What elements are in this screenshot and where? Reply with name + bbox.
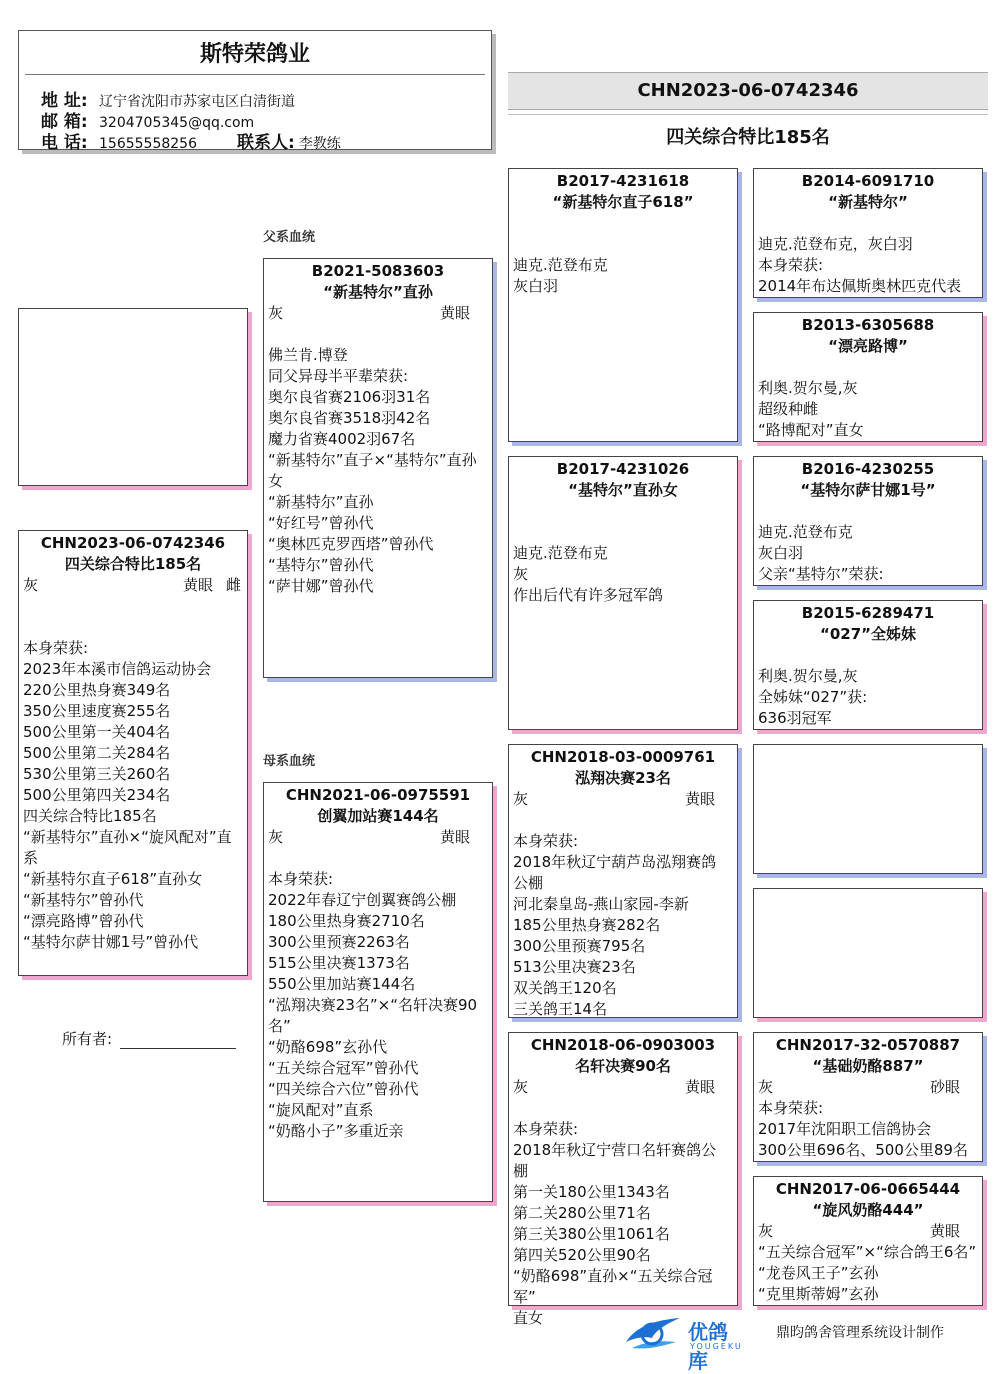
subject-line: 220公里热身赛349名	[23, 681, 171, 699]
ssd-ring: B2013-6305688	[801, 316, 935, 334]
ssd-card	[753, 312, 983, 442]
dds-line: 本身荣获:	[758, 1099, 824, 1117]
dam-sire-color: 灰	[513, 790, 529, 808]
ssd-line: 利奥.贺尔曼,灰	[758, 379, 858, 397]
subject-eye: 黄眼	[182, 576, 213, 594]
sire-dam-line: 迪克.范登布克	[513, 544, 608, 562]
dam-line: 550公里加站赛144名	[268, 975, 416, 993]
sire-line: “新基特尔”直孙	[268, 493, 374, 511]
dam-line: “奶酪698”玄孙代	[268, 1038, 388, 1056]
sire-name: “新基特尔”直孙	[323, 283, 433, 301]
dam-dam-ring: CHN2018-06-0903003	[530, 1036, 716, 1054]
owner-blank-line	[120, 1034, 236, 1049]
dam-sire-eye: 黄眼	[684, 790, 715, 808]
subject-name: 四关综合特比185名	[64, 555, 202, 573]
dam-dam-eye: 黄眼	[684, 1078, 715, 1096]
subject-line: 本身荣获:	[23, 639, 89, 657]
sire-dam-ring: B2017-4231026	[556, 460, 690, 478]
dam-dam-line: 2018年秋辽宁营口名轩赛鸽公	[513, 1141, 717, 1159]
ddd-line: “五关综合冠军”×“综合鸽王6名”	[758, 1243, 977, 1261]
subject-line: “新基特尔”曾孙代	[23, 891, 144, 909]
sss-line: 2014年布达佩斯奥林匹克代表	[758, 277, 962, 295]
dam-card	[263, 782, 493, 1202]
dds-eye: 砂眼	[929, 1078, 960, 1096]
dam-eye: 黄眼	[439, 828, 470, 846]
dam-line: 180公里热身赛2710名	[268, 912, 425, 930]
sire-dam-line: 灰	[513, 565, 529, 583]
subject-line: “新基特尔”直孙×“旋风配对”直	[23, 828, 232, 846]
dam-sire-line: 三关鸽王14名	[513, 1000, 608, 1018]
subject-line: 2023年本溪市信鸽运动协会	[23, 660, 212, 678]
email-label: 邮 箱:	[41, 112, 88, 132]
owner-field	[62, 1028, 236, 1049]
subject-line: 500公里第四关234名	[23, 786, 171, 804]
dam-line: 本身荣获:	[268, 870, 334, 888]
sire-line: 奥尔良省赛3518羽42名	[268, 409, 431, 427]
subject-sex: 雌	[225, 576, 241, 594]
dds-color: 灰	[758, 1078, 774, 1096]
sire-line: 佛兰肯.博登	[268, 346, 348, 364]
dam-line: 515公里决赛1373名	[268, 954, 410, 972]
sire-card	[263, 258, 493, 678]
sire-line: “萨甘娜”曾孙代	[268, 577, 374, 595]
sds-card	[753, 456, 983, 586]
owner-label: 所有者:	[62, 1030, 113, 1048]
dam-color: 灰	[268, 828, 284, 846]
subject-color: 灰	[23, 576, 39, 594]
sire-sire-line: 灰白羽	[513, 277, 559, 295]
dam-sire-line: 公棚	[513, 874, 544, 892]
ddd-ring: CHN2017-06-0665444	[775, 1180, 961, 1198]
header-divider	[25, 74, 485, 75]
sdd-line: 636羽冠军	[758, 709, 832, 727]
sire-line: “奥林匹克罗西塔”曾孙代	[268, 535, 434, 553]
sdd-name: “027”全姊妹	[819, 625, 917, 643]
sdd-line: 利奥.贺尔曼,灰	[758, 667, 858, 685]
dam-line: 300公里预赛2263名	[268, 933, 410, 951]
dam-line: “四关综合六位”曾孙代	[268, 1080, 419, 1098]
address-label: 地 址:	[41, 91, 88, 111]
sire-line: “新基特尔”直子×“基特尔”直孙	[268, 451, 477, 469]
sss-card	[753, 168, 983, 298]
dds-name: “基础奶酪887”	[812, 1057, 924, 1075]
dsd-card-empty	[753, 888, 983, 1018]
dds-attrs	[758, 1077, 978, 1098]
sds-line: 灰白羽	[758, 544, 804, 562]
dam-dam-line: “奶酪698”直孙×“五关综合冠军”	[513, 1267, 713, 1306]
dam-sire-line: 双关鸽王120名	[513, 979, 617, 997]
phone-row	[41, 128, 341, 153]
breeder-name: 斯特荣鸽业	[199, 42, 310, 67]
ddd-name: “旋风奶酪444”	[812, 1201, 924, 1219]
dam-dam-line: 直女	[513, 1309, 544, 1327]
dam-name: 创翼加站赛144名	[317, 807, 439, 825]
ddd-eye: 黄眼	[929, 1222, 960, 1240]
ddd-color: 灰	[758, 1222, 774, 1240]
subject-card	[18, 530, 248, 976]
dam-dam-card	[508, 1032, 738, 1327]
sire-eye: 黄眼	[439, 304, 470, 322]
sire-dam-card	[508, 456, 738, 730]
subject-lines	[23, 638, 243, 953]
dam-line: 名”	[268, 1017, 291, 1035]
dam-attrs	[268, 827, 488, 848]
dam-dam-color: 灰	[513, 1078, 529, 1096]
dam-sire-line: 河北秦皇岛-燕山家园-李新	[513, 895, 689, 913]
dam-sire-attrs	[513, 789, 733, 810]
sire-line: 魔力省赛4002羽67名	[268, 430, 416, 448]
dam-dam-line: 第四关520公里90名	[513, 1246, 651, 1264]
ddd-line: “克里斯蒂姆”玄孙	[758, 1285, 879, 1303]
subject-line: “基特尔萨甘娜1号”曾孙代	[23, 933, 199, 951]
top-title: 四关综合特比185名	[508, 114, 988, 149]
dam-line: “旋风配对”直系	[268, 1101, 374, 1119]
sss-name: “新基特尔”	[828, 193, 908, 211]
sds-line: 父亲“基特尔”荣获:	[758, 565, 884, 583]
sire-line: “基特尔”曾孙代	[268, 556, 374, 574]
sds-name: “基特尔萨甘娜1号”	[800, 481, 936, 499]
contact-label: 联系人:	[236, 133, 295, 153]
ssd-line: 超级种雌	[758, 400, 819, 418]
contact-value: 李教练	[298, 136, 341, 152]
dds-ring: CHN2017-32-0570887	[775, 1036, 961, 1054]
brand-logo	[622, 1312, 743, 1373]
sire-dam-name: “基特尔”直孙女	[568, 481, 678, 499]
phone-label: 电 话:	[41, 133, 88, 153]
sire-sire-card	[508, 168, 738, 442]
subject-line: 500公里第一关404名	[23, 723, 171, 741]
sdd-ring: B2015-6289471	[801, 604, 935, 622]
dam-sire-line: 2018年秋辽宁葫芦岛泓翔赛鸽	[513, 853, 717, 871]
dam-dam-line: 第一关180公里1343名	[513, 1183, 670, 1201]
dam-line: “奶酪小子”多重近亲	[268, 1122, 404, 1140]
sdd-line: 全姊妹“027”获:	[758, 688, 868, 706]
dam-dam-line: 本身荣获:	[513, 1120, 579, 1138]
dss-card-empty	[753, 744, 983, 874]
footer-credit: 鼎昀鸽舍管理系统设计制作	[776, 1325, 944, 1341]
address-value: 辽宁省沈阳市苏家屯区白清街道	[99, 94, 295, 110]
sire-line-label: 父系血统	[263, 230, 316, 245]
sss-ring: B2014-6091710	[801, 172, 935, 190]
sss-line: 迪克.范登布克，灰白羽	[758, 235, 913, 253]
sire-sire-line: 迪克.范登布克	[513, 256, 608, 274]
dam-dam-line: 第三关380公里1061名	[513, 1225, 670, 1243]
pigeon-logo-icon	[622, 1312, 684, 1356]
subject-line: 500公里第二关284名	[23, 744, 171, 762]
sire-dam-line: 作出后代有许多冠军鸽	[513, 586, 664, 604]
sire-attrs	[268, 303, 488, 324]
subject-line: “新基特尔直子618”直孙女	[23, 870, 203, 888]
subject-attrs	[23, 575, 243, 596]
sire-sire-ring: B2017-4231618	[556, 172, 690, 190]
dam-line: “泓翔决赛23名”×“名轩决赛90	[268, 996, 478, 1014]
email-value: 3204705345@qq.com	[99, 115, 255, 131]
sire-color: 灰	[268, 304, 284, 322]
ddd-line: “龙卷风王子”玄孙	[758, 1264, 879, 1282]
dds-card	[753, 1032, 983, 1162]
dam-dam-line: 棚	[513, 1162, 529, 1180]
subject-line: “漂亮路博”曾孙代	[23, 912, 144, 930]
sire-ring: B2021-5083603	[311, 262, 445, 280]
subject-ring: CHN2023-06-0742346	[40, 534, 226, 552]
logo-subtitle: YOUGEKU	[690, 1342, 743, 1351]
dam-line: “五关综合冠军”曾孙代	[268, 1059, 419, 1077]
phone-value: 15655558256	[99, 136, 197, 152]
dam-ring: CHN2021-06-0975591	[285, 786, 471, 804]
dam-sire-line: 本身荣获:	[513, 832, 579, 850]
sire-line: 同父异母半平辈荣获:	[268, 367, 409, 385]
dam-sire-name: 泓翔决赛23名	[575, 769, 671, 787]
breeder-info-box	[18, 30, 492, 153]
dam-sire-ring: CHN2018-03-0009761	[530, 748, 716, 766]
sss-line: 本身荣获:	[758, 256, 824, 274]
dam-sire-line: 513公里决赛23名	[513, 958, 636, 976]
subject-line: 350公里速度赛255名	[23, 702, 171, 720]
dam-sire-line: 300公里预赛795名	[513, 937, 646, 955]
sire-line: 奥尔良省赛2106羽31名	[268, 388, 431, 406]
dam-line: 2022年春辽宁创翼赛鸽公棚	[268, 891, 457, 909]
ssd-line: “路博配对”直女	[758, 421, 864, 439]
top-ring-number: CHN2023-06-0742346	[508, 72, 988, 110]
sdd-card	[753, 600, 983, 730]
dds-line: 300公里696名、500公里89名	[758, 1141, 968, 1159]
subject-line: 四关综合特比185名	[23, 807, 157, 825]
dam-dam-line: 第二关280公里71名	[513, 1204, 651, 1222]
photo-placeholder	[18, 308, 248, 486]
dam-line-label: 母系血统	[263, 754, 316, 769]
dam-dam-attrs	[513, 1077, 733, 1098]
sds-line: 迪克.范登布克	[758, 523, 853, 541]
ddd-card	[753, 1176, 983, 1306]
sire-line: 女	[268, 472, 284, 490]
dam-dam-name: 名轩决赛90名	[575, 1057, 671, 1075]
ssd-name: “漂亮路博”	[828, 337, 908, 355]
dds-line: 2017年沈阳职工信鸽协会	[758, 1120, 932, 1138]
ddd-attrs	[758, 1221, 978, 1242]
dam-sire-card	[508, 744, 738, 1018]
dam-sire-line: 185公里热身赛282名	[513, 916, 661, 934]
logo-name: 优鸽库	[688, 1320, 728, 1373]
sds-ring: B2016-4230255	[801, 460, 935, 478]
sire-line: “好红号”曾孙代	[268, 514, 374, 532]
sire-sire-name: “新基特尔直子618”	[552, 193, 694, 211]
subject-line: 530公里第三关260名	[23, 765, 171, 783]
subject-line: 系	[23, 849, 39, 867]
